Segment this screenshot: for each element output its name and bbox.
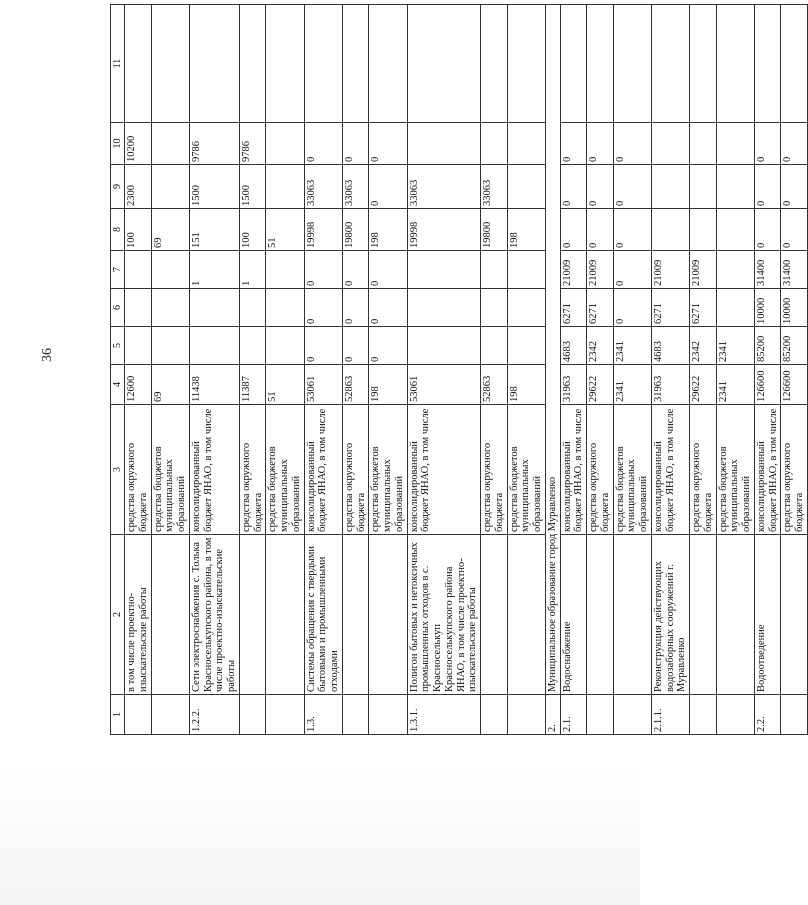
total-value: 126600 (781, 365, 808, 405)
year-value: 0 (613, 123, 651, 165)
year-value (125, 327, 152, 365)
table-row (560, 5, 587, 735)
total-value: 2341 (716, 365, 754, 405)
row-number (781, 695, 808, 735)
extra-value (304, 5, 342, 123)
year-value: 0 (560, 209, 587, 251)
total-value: 53061 (407, 365, 481, 405)
year-value (151, 251, 189, 289)
scan-margin (0, 770, 640, 905)
year-value (507, 327, 545, 365)
column-header: 8 (111, 209, 125, 251)
table-body (125, 5, 808, 735)
year-value (407, 289, 481, 327)
year-value: 0 (342, 289, 369, 327)
item-name: в том числе проектно-изыскательские работы (125, 535, 152, 695)
year-value: 9786 (239, 123, 266, 165)
year-value: 1500 (239, 165, 266, 209)
year-value (690, 165, 717, 209)
year-value (481, 123, 508, 165)
extra-value (507, 5, 545, 123)
year-value: 0 (304, 123, 342, 165)
item-name (239, 535, 266, 695)
item-name (613, 535, 651, 695)
column-header: 3 (111, 405, 125, 535)
year-value: 21009 (587, 251, 614, 289)
funding-source: средства окружного бюджета (587, 405, 614, 535)
item-name (481, 535, 508, 695)
row-number: 2. (545, 695, 560, 735)
year-value: 0 (342, 327, 369, 365)
row-number (369, 695, 407, 735)
year-value: 0 (560, 123, 587, 165)
item-name (716, 535, 754, 695)
extra-value (613, 5, 651, 123)
row-number: 1.2.2. (189, 695, 239, 735)
year-value: 198 (369, 209, 407, 251)
column-header: 10 (111, 123, 125, 165)
year-value (716, 165, 754, 209)
funding-source: средства бюджетов муниципальных образований (716, 405, 754, 535)
year-value (507, 165, 545, 209)
row-number (239, 695, 266, 735)
year-value: 19800 (342, 209, 369, 251)
year-value: 0 (369, 251, 407, 289)
total-value: 31963 (651, 365, 689, 405)
year-value: 0 (781, 123, 808, 165)
table-row (690, 5, 717, 735)
row-number (266, 695, 304, 735)
year-value (151, 327, 189, 365)
table-row (651, 5, 689, 735)
table-row (587, 5, 614, 735)
row-number (125, 695, 152, 735)
page-number: 36 (40, 348, 55, 362)
row-number: 1.3. (304, 695, 342, 735)
year-value: 0 (369, 165, 407, 209)
year-value: 1 (239, 251, 266, 289)
total-value: 29622 (587, 365, 614, 405)
extra-value (342, 5, 369, 123)
year-value: 10000 (754, 289, 781, 327)
total-value: 31963 (560, 365, 587, 405)
table-row (151, 5, 189, 735)
column-header: 9 (111, 165, 125, 209)
section-title: Муниципальное образование город Муравленко (545, 5, 560, 695)
year-value (407, 251, 481, 289)
funding-source: средства бюджетов муниципальных образований (507, 405, 545, 535)
funding-source: средства окружного бюджета (781, 405, 808, 535)
extra-value (125, 5, 152, 123)
year-value (507, 289, 545, 327)
table-row (369, 5, 407, 735)
year-value (407, 123, 481, 165)
year-value: 4683 (651, 327, 689, 365)
extra-value (151, 5, 189, 123)
year-value: 33063 (481, 165, 508, 209)
funding-source: средства бюджетов муниципальных образований (266, 405, 304, 535)
extra-value (239, 5, 266, 123)
total-value: 126600 (754, 365, 781, 405)
item-name (690, 535, 717, 695)
row-number (716, 695, 754, 735)
funding-source: средства бюджетов муниципальных образований (151, 405, 189, 535)
year-value: 33063 (342, 165, 369, 209)
table-row (239, 5, 266, 735)
year-value: 100 (125, 209, 152, 251)
year-value (266, 289, 304, 327)
row-number: 2.2. (754, 695, 781, 735)
year-value (481, 251, 508, 289)
year-value: 19998 (304, 209, 342, 251)
row-number: 2.1. (560, 695, 587, 735)
funding-source: средства бюджетов муниципальных образований (613, 405, 651, 535)
row-number: 1.3.1. (407, 695, 481, 735)
year-value: 0 (369, 123, 407, 165)
year-value: 6271 (651, 289, 689, 327)
year-value (690, 209, 717, 251)
item-name (781, 535, 808, 695)
year-value (716, 251, 754, 289)
column-header: 7 (111, 251, 125, 289)
row-number (507, 695, 545, 735)
year-value (125, 289, 152, 327)
year-value: 9786 (189, 123, 239, 165)
table-row (716, 5, 754, 735)
year-value: 1500 (189, 165, 239, 209)
funding-source: средства окружного бюджета (239, 405, 266, 535)
item-name: Водоснабжение (560, 535, 587, 695)
year-value: 0 (754, 209, 781, 251)
column-header: 1 (111, 695, 125, 735)
year-value: 0 (304, 251, 342, 289)
year-value: 6271 (560, 289, 587, 327)
item-name: Реконструкция действующих водозаборных сооружений г. Муравленко (651, 535, 689, 695)
item-name (369, 535, 407, 695)
year-value: 100 (239, 209, 266, 251)
year-value (716, 209, 754, 251)
extra-value (716, 5, 754, 123)
extra-value (754, 5, 781, 123)
total-value: 52863 (481, 365, 508, 405)
section-row (545, 5, 560, 735)
row-number (151, 695, 189, 735)
table-row (189, 5, 239, 735)
row-number: 2.1.1. (651, 695, 689, 735)
table-row (507, 5, 545, 735)
column-header: 4 (111, 365, 125, 405)
year-value: 0 (613, 209, 651, 251)
year-value: 0 (587, 209, 614, 251)
year-value (266, 123, 304, 165)
extra-value (690, 5, 717, 123)
total-value: 11438 (189, 365, 239, 405)
year-value: 19998 (407, 209, 481, 251)
table-row (481, 5, 508, 735)
funding-source: консолидированный бюджет ЯНАО, в том числе (407, 405, 481, 535)
funding-source: средства бюджетов муниципальных образований (369, 405, 407, 535)
year-value: 0 (781, 209, 808, 251)
total-value: 11387 (239, 365, 266, 405)
table-row (754, 5, 781, 735)
year-value: 0 (369, 289, 407, 327)
year-value (189, 289, 239, 327)
funding-source: консолидированный бюджет ЯНАО, в том числе (651, 405, 689, 535)
extra-value (407, 5, 481, 123)
year-value: 2342 (690, 327, 717, 365)
extra-value (781, 5, 808, 123)
year-value: 0 (342, 251, 369, 289)
funding-source: средства окружного бюджета (342, 405, 369, 535)
year-value: 0 (613, 289, 651, 327)
funding-source: консолидированный бюджет ЯНАО, в том числе (560, 405, 587, 535)
year-value (239, 289, 266, 327)
total-value: 69 (151, 365, 189, 405)
table-row (613, 5, 651, 735)
year-value: 6271 (690, 289, 717, 327)
funding-source: консолидированный бюджет ЯНАО, в том числе (304, 405, 342, 535)
year-value: 0 (754, 123, 781, 165)
year-value: 0 (304, 327, 342, 365)
year-value (507, 251, 545, 289)
year-value (716, 289, 754, 327)
table-row (266, 5, 304, 735)
year-value: 2341 (613, 327, 651, 365)
row-number (587, 695, 614, 735)
column-header: 2 (111, 535, 125, 695)
year-value: 6271 (587, 289, 614, 327)
item-name: Водоотведение (754, 535, 781, 695)
year-value: 33063 (304, 165, 342, 209)
extra-value (266, 5, 304, 123)
year-value (239, 327, 266, 365)
item-name: Сети электроснабжения с. Толька Красноселькупского района, в том числе проектно-изыскательские работы (189, 535, 239, 695)
extra-value (481, 5, 508, 123)
year-value (151, 289, 189, 327)
year-value: 0 (781, 165, 808, 209)
item-name (266, 535, 304, 695)
funding-source: средства окружного бюджета (125, 405, 152, 535)
year-value: 0 (369, 327, 407, 365)
year-value (189, 327, 239, 365)
year-value (266, 165, 304, 209)
item-name (342, 535, 369, 695)
extra-value (560, 5, 587, 123)
funding-source: консолидированный бюджет ЯНАО, в том числе (754, 405, 781, 535)
year-value: 21009 (560, 251, 587, 289)
item-name: Системы обращения с твердыми бытовыми и промышленными отходами (304, 535, 342, 695)
year-value (266, 327, 304, 365)
year-value (651, 209, 689, 251)
year-value: 0 (560, 165, 587, 209)
year-value: 2300 (125, 165, 152, 209)
year-value (481, 327, 508, 365)
total-value: 12600 (125, 365, 152, 405)
year-value: 21009 (690, 251, 717, 289)
year-value (481, 289, 508, 327)
item-name (507, 535, 545, 695)
year-value: 0 (613, 165, 651, 209)
funding-source: консолидированный бюджет ЯНАО, в том числе (189, 405, 239, 535)
item-name (587, 535, 614, 695)
year-value: 0 (587, 123, 614, 165)
year-value: 51 (266, 209, 304, 251)
row-number (613, 695, 651, 735)
row-number (690, 695, 717, 735)
budget-table (110, 4, 808, 735)
column-header: 11 (111, 5, 125, 123)
table-row (342, 5, 369, 735)
column-number-row (111, 5, 125, 735)
rotated-table-sheet (110, 5, 806, 735)
year-value (151, 165, 189, 209)
year-value (716, 123, 754, 165)
year-value (651, 165, 689, 209)
year-value: 19800 (481, 209, 508, 251)
extra-value (587, 5, 614, 123)
year-value: 31400 (781, 251, 808, 289)
total-value: 53061 (304, 365, 342, 405)
funding-source: средства окружного бюджета (481, 405, 508, 535)
year-value (266, 251, 304, 289)
column-header: 6 (111, 289, 125, 327)
extra-value (189, 5, 239, 123)
total-value: 29622 (690, 365, 717, 405)
column-header: 5 (111, 327, 125, 365)
extra-value (369, 5, 407, 123)
year-value: 10200 (125, 123, 152, 165)
year-value: 4683 (560, 327, 587, 365)
year-value: 0 (587, 165, 614, 209)
total-value: 52863 (342, 365, 369, 405)
year-value (690, 123, 717, 165)
year-value (651, 123, 689, 165)
year-value: 10000 (781, 289, 808, 327)
year-value: 2341 (716, 327, 754, 365)
year-value: 1 (189, 251, 239, 289)
year-value: 21009 (651, 251, 689, 289)
year-value: 0 (754, 165, 781, 209)
funding-source: средства окружного бюджета (690, 405, 717, 535)
year-value (407, 327, 481, 365)
year-value: 151 (189, 209, 239, 251)
extra-value (651, 5, 689, 123)
year-value (151, 123, 189, 165)
table-row (304, 5, 342, 735)
year-value: 0 (613, 251, 651, 289)
year-value: 69 (151, 209, 189, 251)
year-value (507, 123, 545, 165)
year-value: 33063 (407, 165, 481, 209)
row-number (481, 695, 508, 735)
total-value: 2341 (613, 365, 651, 405)
year-value: 0 (304, 289, 342, 327)
total-value: 198 (507, 365, 545, 405)
item-name (151, 535, 189, 695)
total-value: 198 (369, 365, 407, 405)
year-value: 85200 (781, 327, 808, 365)
table-row (781, 5, 808, 735)
table-row (125, 5, 152, 735)
year-value (125, 251, 152, 289)
year-value: 0 (342, 123, 369, 165)
year-value: 31400 (754, 251, 781, 289)
year-value: 85200 (754, 327, 781, 365)
table-row (407, 5, 481, 735)
year-value: 198 (507, 209, 545, 251)
total-value: 51 (266, 365, 304, 405)
year-value: 2342 (587, 327, 614, 365)
item-name: Полигон бытовых и нетоксичных промышленных отходов в с. Красноселькуп Красноселькупского района ЯНАО, в том числе проектно-изыскательские работы (407, 535, 481, 695)
row-number (342, 695, 369, 735)
